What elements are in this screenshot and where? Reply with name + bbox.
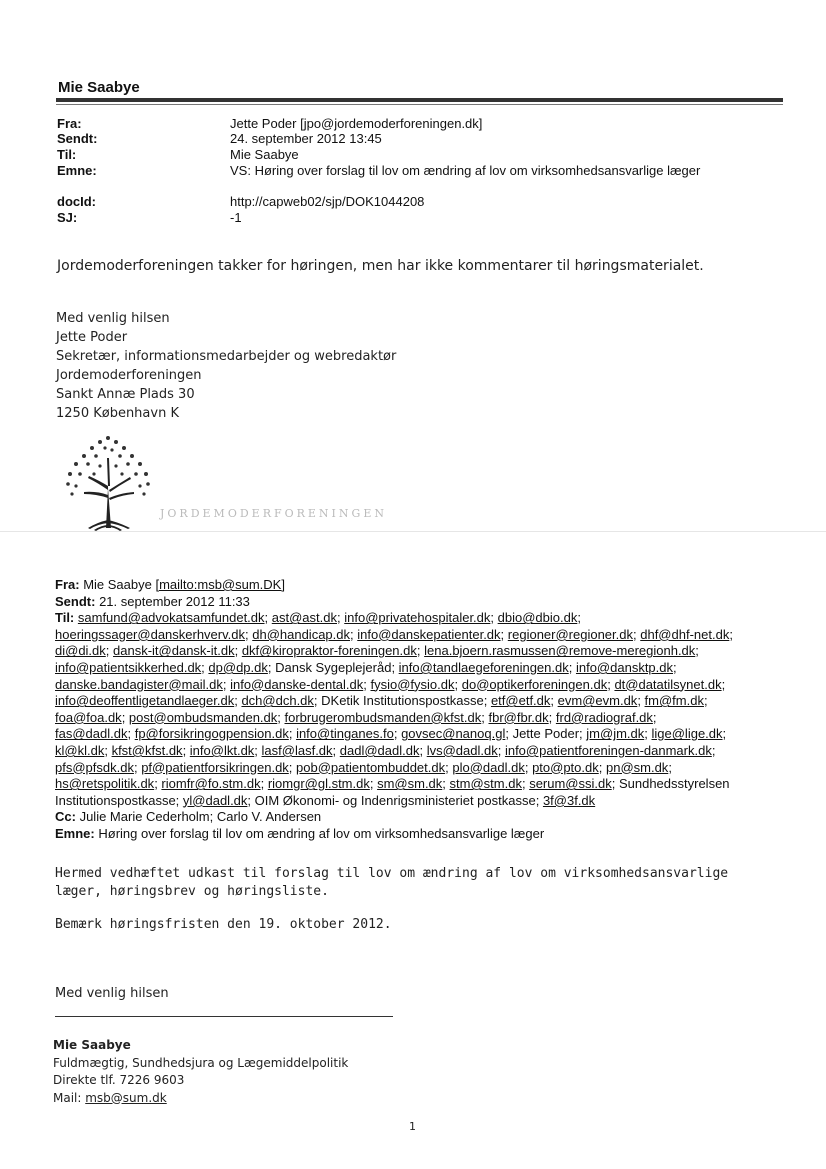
- recipient-email-link[interactable]: pto@pto.dk: [532, 759, 599, 775]
- meta-row-sj: [57, 210, 797, 226]
- recipient-text: ;: [369, 776, 378, 792]
- recipient-text: ;: [201, 659, 209, 675]
- recipient-line: [55, 760, 795, 777]
- recipient-email-link[interactable]: pn@sm.dk: [605, 759, 669, 775]
- recipient-email-link[interactable]: fbr@fbr.dk: [488, 709, 549, 725]
- recipient-line: [55, 710, 795, 727]
- recipient-text: ;: [121, 709, 129, 725]
- recipient-email-link[interactable]: frd@radiograf.dk: [555, 709, 653, 725]
- recipient-email-link[interactable]: dh@handicap.dk: [252, 626, 351, 642]
- reply-text: Jordemoderforeningen takker for høringen, men har ikke kommentarer til høringsmaterialet.: [57, 258, 704, 274]
- meta-value: VS: Høring over forslag til lov om ændring af lov om virksomhedsansvarlige læger: [230, 163, 701, 178]
- recipient-email-link[interactable]: info@patientsikkerhed.dk: [55, 659, 202, 675]
- recipient-email-link[interactable]: info@dansktp.dk: [575, 659, 673, 675]
- recipient-text: ; OIM Økonomi- og Indenrigsministeriet postkasse;: [247, 792, 543, 808]
- recipient-text: ;: [668, 759, 672, 775]
- recipient-text: ;: [254, 742, 262, 758]
- recipient-text: ;: [288, 759, 297, 775]
- header-rule-thin: [56, 104, 783, 105]
- closing: Med venlig hilsen: [55, 986, 169, 1001]
- signature-line: Sekretær, informationsmedarbejder og webredaktør: [56, 349, 397, 364]
- meta-label: Fra:: [57, 116, 82, 131]
- recipient-line: [55, 693, 795, 710]
- recipient-text: ;: [104, 742, 112, 758]
- recipient-email-link[interactable]: evm@evm.dk: [557, 693, 638, 709]
- header-rule: [56, 98, 783, 102]
- reply-signature: [56, 309, 396, 423]
- recipient-line: [55, 627, 795, 644]
- recipient-text: ;: [332, 742, 340, 758]
- recipient-line: [55, 610, 795, 627]
- meta-row-from: [57, 116, 797, 132]
- meta-label: Til:: [57, 147, 77, 162]
- recipient-line: [55, 643, 795, 660]
- recipient-text: ;: [500, 626, 508, 642]
- recipient-email-link[interactable]: dbio@dbio.dk: [497, 610, 578, 626]
- recipient-text: ;: [393, 726, 402, 742]
- signature-line: Jordemoderforeningen: [56, 368, 202, 383]
- meta-row-subject: [57, 163, 797, 179]
- recipient-email-link[interactable]: dhf@dhf-net.dk: [640, 626, 730, 642]
- recipient-text: ;: [260, 776, 268, 792]
- recipient-email-link[interactable]: dt@datatilsynet.dk: [614, 676, 722, 692]
- signature-line: 1250 København K: [56, 406, 179, 421]
- signature-mail: [53, 1090, 348, 1108]
- signature-line: Med venlig hilsen: [56, 311, 170, 326]
- recipient-email-link[interactable]: kl@kl.dk: [55, 742, 105, 758]
- meta-label: Emne:: [57, 163, 97, 178]
- recipient-text: ;: [182, 742, 190, 758]
- recipient-text: ;: [127, 726, 135, 742]
- signature-line: Sankt Annæ Plads 30: [56, 387, 195, 402]
- recipient-email-link[interactable]: dch@dch.dk: [241, 693, 314, 709]
- recipient-text: ;: [350, 626, 358, 642]
- subject-value: Høring over forslag til lov om ændring af lov om virksomhedsansvarlige læger: [98, 825, 545, 841]
- recipient-text: ; Sundhedsstyrelsen: [611, 776, 730, 792]
- recipient-email-link[interactable]: kfst@kfst.dk: [111, 742, 183, 758]
- recipient-text: ; DKetik Institutionspostkasse;: [313, 693, 491, 709]
- recipient-text: Institutionspostkasse;: [55, 792, 183, 808]
- recipient-email-link[interactable]: jm@jm.dk: [586, 726, 645, 742]
- forward-header: [55, 577, 795, 843]
- recipient-email-link[interactable]: lige@lige.dk: [651, 726, 723, 742]
- recipient-text: ;: [288, 726, 297, 742]
- body-line: læger, høringsbrev og høringsliste.: [55, 884, 329, 899]
- recipient-text: ;: [607, 676, 615, 692]
- cc-value: Julie Marie Cederholm; Carlo V. Andersen: [79, 809, 322, 825]
- recipient-text: ;: [637, 693, 645, 709]
- recipient-text: ;: [722, 726, 727, 742]
- recipient-email-link[interactable]: info@privatehospitaler.dk: [344, 610, 491, 626]
- signature-line: Jette Poder: [56, 330, 128, 345]
- recipient-text: ; Dansk Sygeplejeråd;: [267, 659, 399, 675]
- recipient-text: ;: [703, 693, 708, 709]
- recipient-text: ;: [481, 709, 489, 725]
- recipient-line: [55, 743, 795, 760]
- recipient-email-link[interactable]: fas@dadl.dk: [55, 726, 128, 742]
- signature-rule: [55, 1016, 393, 1017]
- recipient-text: ;: [154, 776, 162, 792]
- recipient-line: [55, 793, 795, 810]
- signature-phone: Direkte tlf. 7226 9603: [53, 1073, 185, 1087]
- recipient-email-link[interactable]: 3f@3f.dk: [542, 792, 596, 808]
- recipient-text: ;: [550, 693, 558, 709]
- signature-title: Fuldmægtig, Sundhedsjura og Lægemiddelpolitik: [53, 1055, 349, 1070]
- recipient-text: ;: [363, 676, 371, 692]
- meta-value: Jette Poder [jpo@jordemoderforeningen.dk]: [230, 116, 483, 131]
- recipient-text: ;: [695, 643, 699, 659]
- recipient-text: ;: [548, 709, 556, 725]
- recipient-email-link[interactable]: stm@stm.dk: [449, 776, 522, 792]
- recipient-line: [55, 776, 795, 793]
- forward-from: [55, 577, 795, 594]
- recipient-email-link[interactable]: pf@patientforsikringen.dk: [141, 759, 289, 775]
- recipient-text: ;: [490, 610, 498, 626]
- recipient-email-link[interactable]: danske.bandagister@mail.dk: [55, 676, 223, 692]
- recipient-email-link[interactable]: etf@etf.dk: [490, 693, 551, 709]
- recipient-email-link[interactable]: lena.bjoern.rasmussen@remove-meregionh.dk: [424, 643, 696, 659]
- mail-link[interactable]: msb@sum.dk: [85, 1090, 167, 1105]
- meta-value: 24. september 2012 13:45: [230, 131, 382, 146]
- recipient-text: ;: [652, 709, 657, 725]
- to-label: Til:: [55, 610, 75, 626]
- recipient-email-link[interactable]: plo@dadl.dk: [452, 759, 525, 775]
- recipient-email-link[interactable]: forbrugerombudsmanden@kfst.dk: [284, 709, 482, 725]
- recipient-email-link[interactable]: lvs@dadl.dk: [426, 742, 498, 758]
- recipient-text: ;: [133, 759, 142, 775]
- recipient-email-link[interactable]: dadl@dadl.dk: [339, 742, 420, 758]
- divider: [0, 531, 826, 532]
- recipient-email-link[interactable]: info@lkt.dk: [189, 742, 255, 758]
- recipient-email-link[interactable]: sm@sm.dk: [377, 776, 443, 792]
- forward-to: [55, 610, 795, 809]
- recipient-text: ;: [524, 759, 533, 775]
- recipient-text: ;: [445, 759, 453, 775]
- recipient-text: ;: [416, 643, 425, 659]
- recipient-email-link[interactable]: hoeringssager@danskerhverv.dk: [55, 626, 245, 642]
- recipient-email-link[interactable]: dp@dp.dk: [208, 659, 268, 675]
- recipient-email-link[interactable]: dansk-it@dansk-it.dk: [113, 643, 235, 659]
- recipient-text: ;: [711, 742, 716, 758]
- recipient-email-link[interactable]: fm@fm.dk: [644, 693, 704, 709]
- logo-text: JORDEMODERFORENINGEN: [160, 507, 387, 520]
- recipient-email-link[interactable]: post@ombudsmanden.dk: [128, 709, 278, 725]
- recipient-email-link[interactable]: yl@dadl.dk: [182, 792, 248, 808]
- recipient-text: ;: [721, 676, 726, 692]
- recipient-email-link[interactable]: lasf@lasf.dk: [261, 742, 333, 758]
- recipient-email-link[interactable]: info@tinganes.fo: [296, 726, 394, 742]
- recipient-text: ;: [521, 776, 530, 792]
- tree-logo-icon: [58, 428, 158, 532]
- recipient-line: [55, 660, 795, 677]
- recipient-text: ;: [442, 776, 450, 792]
- meta-value: Mie Saabye: [230, 147, 299, 162]
- recipient-email-link[interactable]: info@deoffentligetandlaeger.dk: [55, 693, 235, 709]
- body-line: Hermed vedhæftet udkast til forslag til lov om ændring af lov om virksomhedsansvarlige: [55, 866, 729, 881]
- recipient-text: ;: [497, 742, 505, 758]
- recipient-text: ;: [234, 643, 242, 659]
- header-name: Mie Saabye: [58, 79, 140, 96]
- recipient-text: ;: [105, 643, 114, 659]
- recipient-email-link[interactable]: fysio@fysio.dk: [370, 676, 455, 692]
- recipient-text: ;: [673, 659, 677, 675]
- recipient-text: ; Jette Poder;: [505, 726, 587, 742]
- recipient-email-link[interactable]: info@danskepatienter.dk: [357, 626, 501, 642]
- from-label: Fra:: [55, 577, 80, 592]
- forward-body: [55, 865, 728, 901]
- recipient-email-link[interactable]: info@danske-dental.dk: [230, 676, 364, 692]
- recipient-email-link[interactable]: do@optikerforeningen.dk: [461, 676, 608, 692]
- recipient-line: [55, 726, 795, 743]
- recipient-email-link[interactable]: serum@ssi.dk: [529, 776, 612, 792]
- recipient-email-link[interactable]: pob@patientombuddet.dk: [296, 759, 446, 775]
- recipient-email-link[interactable]: pfs@pfsdk.dk: [55, 759, 134, 775]
- recipient-text: ;: [577, 610, 581, 626]
- forward-sent: [55, 594, 795, 611]
- recipient-email-link[interactable]: info@patientforeningen-danmark.dk: [504, 742, 712, 758]
- meta-row-docid: [57, 194, 797, 210]
- recipient-email-link[interactable]: govsec@nanoq.gl: [401, 726, 506, 742]
- recipient-text: ;: [245, 626, 253, 642]
- recipient-email-link[interactable]: di@di.dk: [55, 643, 106, 659]
- from-mailto-link[interactable]: [mailto:msb@sum.DK]: [155, 577, 285, 592]
- recipient-text: ;: [419, 742, 427, 758]
- recipient-email-link[interactable]: foa@foa.dk: [55, 709, 122, 725]
- sent-label: Sendt:: [55, 593, 96, 609]
- recipient-text: ;: [568, 659, 576, 675]
- forward-signature: [53, 1037, 348, 1107]
- recipient-text: ;: [644, 726, 652, 742]
- subject-label: Emne:: [55, 825, 95, 841]
- deadline-notice: Bemærk høringsfristen den 19. oktober 2012.: [55, 917, 392, 932]
- recipient-text: ;: [454, 676, 462, 692]
- recipient-email-link[interactable]: samfund@advokatsamfundet.dk: [77, 610, 265, 626]
- mail-label: Mail:: [53, 1090, 86, 1105]
- recipient-email-link[interactable]: dkf@kiropraktor-foreningen.dk: [241, 643, 417, 659]
- recipient-email-link[interactable]: riomgr@gl.stm.dk: [267, 776, 370, 792]
- recipient-email-link[interactable]: regioner@regioner.dk: [507, 626, 633, 642]
- page-number: 1: [409, 1120, 416, 1133]
- meta-label: SJ:: [57, 210, 78, 225]
- recipient-line: [55, 677, 795, 694]
- recipient-text: ;: [633, 626, 641, 642]
- cc-label: Cc:: [55, 809, 76, 825]
- forward-subject: [55, 826, 795, 843]
- meta-value: http://capweb02/sjp/DOK1044208: [230, 194, 425, 209]
- recipient-text: ;: [277, 709, 285, 725]
- recipient-email-link[interactable]: fp@forsikringogpension.dk: [134, 726, 289, 742]
- recipient-text: ;: [598, 759, 606, 775]
- forward-cc: [55, 809, 795, 826]
- meta-value: -1: [230, 210, 242, 225]
- meta-row-sent: [57, 131, 797, 147]
- recipient-text: ;: [337, 610, 345, 626]
- recipient-email-link[interactable]: riomfr@fo.stm.dk: [161, 776, 261, 792]
- recipient-text: ;: [729, 626, 733, 642]
- recipient-email-link[interactable]: info@tandlaegeforeningen.dk: [398, 659, 569, 675]
- meta-label: Sendt:: [57, 131, 98, 146]
- from-name: Mie Saabye: [83, 577, 152, 592]
- meta-label: docId:: [57, 194, 96, 209]
- sent-value: 21. september 2012 11:33: [99, 593, 250, 609]
- signature-name: Mie Saabye: [53, 1038, 131, 1052]
- recipient-text: ;: [234, 693, 242, 709]
- meta-row-to: [57, 147, 797, 163]
- recipient-email-link[interactable]: hs@retspolitik.dk: [55, 776, 155, 792]
- recipient-text: ;: [264, 610, 272, 626]
- recipient-email-link[interactable]: ast@ast.dk: [271, 610, 337, 626]
- recipient-text: ;: [222, 676, 231, 692]
